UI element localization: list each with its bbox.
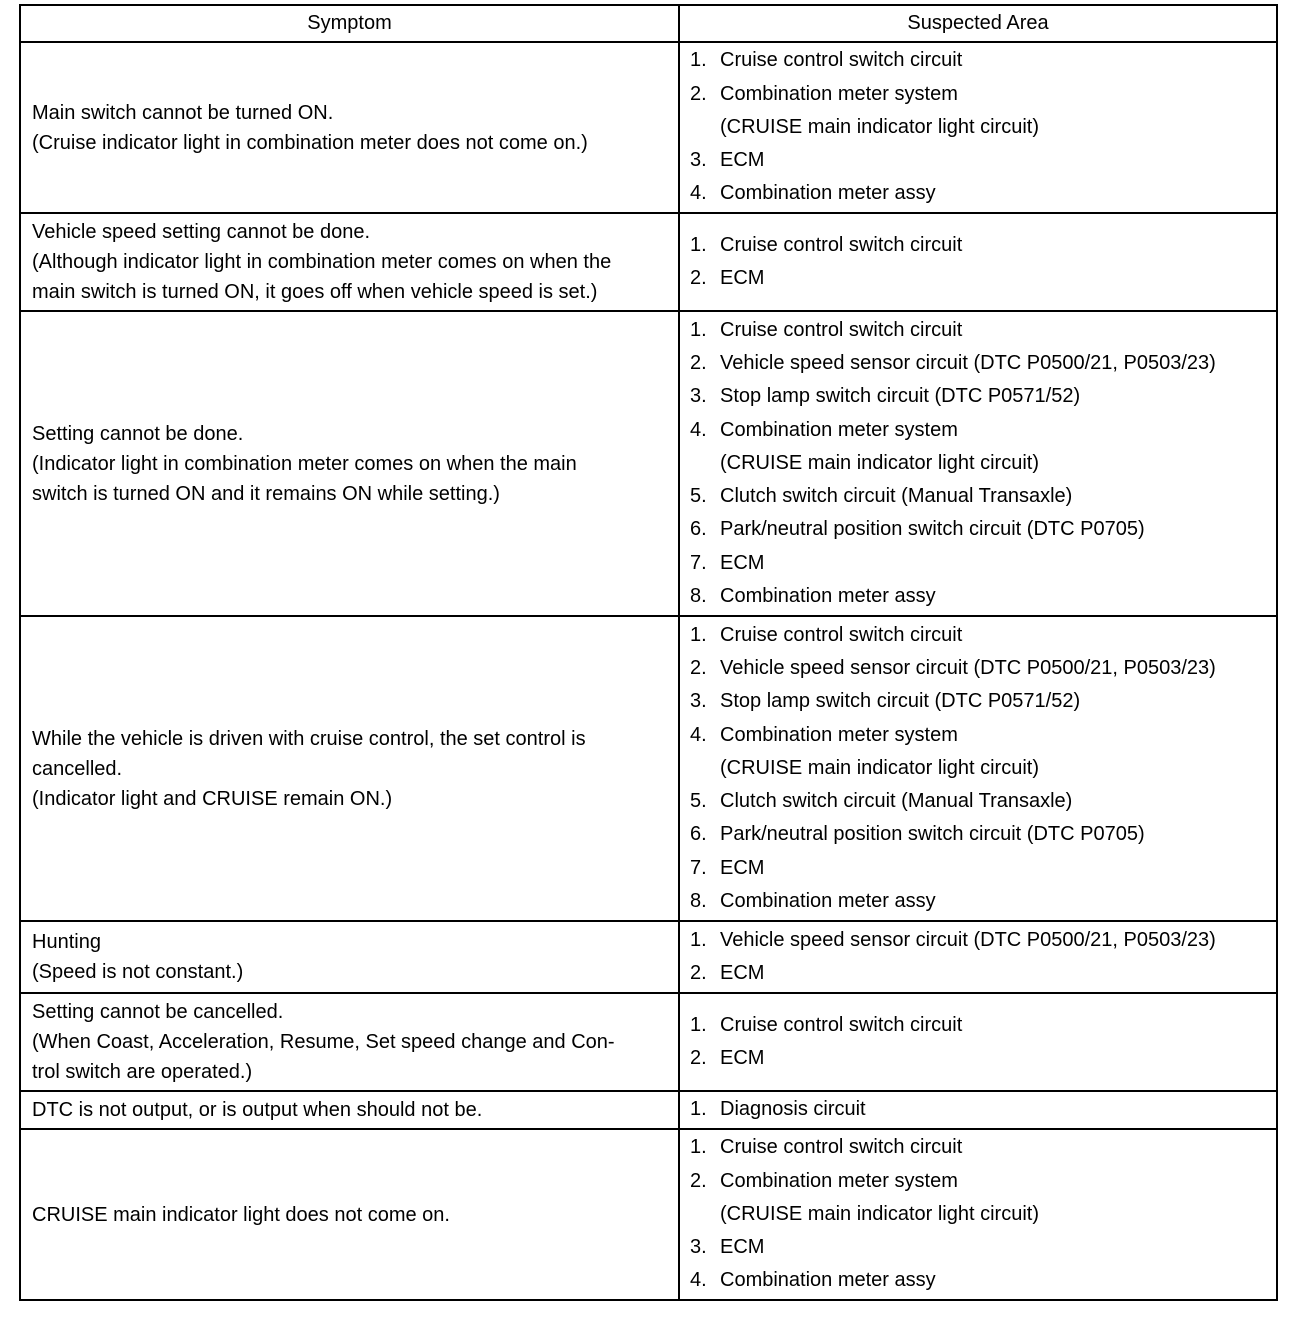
- symptom-cell: [20, 1129, 679, 1300]
- symptom-line: CRUISE main indicator light does not come on.: [32, 1203, 450, 1226]
- symptom-line: (Indicator light and CRUISE remain ON.): [32, 787, 393, 810]
- list-item: [690, 1198, 1276, 1231]
- item-text: Combination meter assy: [720, 585, 936, 608]
- item-number: 4.: [690, 1269, 707, 1292]
- item-text: ECM: [720, 962, 765, 984]
- table-row: [20, 1091, 1277, 1129]
- suspected-area-cell: [679, 311, 1277, 616]
- item-text: Clutch switch circuit (Manual Transaxle): [720, 790, 1073, 813]
- symptom-cell: [20, 1091, 679, 1129]
- item-number: 3.: [690, 1236, 707, 1259]
- item-number: 2.: [690, 962, 707, 984]
- item-number: 4.: [690, 418, 707, 441]
- list-item: [690, 1231, 1276, 1264]
- item-text: ECM: [720, 267, 765, 289]
- item-number: 2.: [690, 1169, 707, 1192]
- symptom-cell: [20, 213, 679, 311]
- item-number: 1.: [690, 318, 707, 341]
- symptom-line: Setting cannot be done.: [32, 422, 244, 445]
- list-item: [690, 347, 1276, 380]
- table-row: [20, 921, 1277, 993]
- list-item: [690, 957, 1276, 990]
- item-number: 1.: [690, 233, 707, 256]
- suspected-area-list: [690, 314, 1276, 614]
- suspected-area-cell: [679, 1129, 1277, 1300]
- suspected-area-cell: [679, 993, 1277, 1091]
- list-item: [690, 1009, 1276, 1042]
- item-number: 2.: [690, 1047, 707, 1069]
- item-text: Cruise control switch circuit: [720, 623, 963, 646]
- list-item: [690, 480, 1276, 513]
- item-number: [690, 1198, 720, 1231]
- item-number: [690, 752, 720, 785]
- symptom-cell: [20, 921, 679, 993]
- item-text: Diagnosis circuit: [720, 1098, 866, 1121]
- symptom-line: (Although indicator light in combination meter comes on when the: [32, 251, 612, 273]
- item-text: Combination meter system: [720, 418, 958, 441]
- item-number: 8.: [690, 585, 707, 608]
- symptom-line: trol switch are operated.): [32, 1061, 253, 1083]
- list-item: [690, 652, 1276, 685]
- symptom-line: Main switch cannot be turned ON.: [32, 101, 334, 124]
- symptom-line: cancelled.: [32, 757, 123, 780]
- item-number: 6.: [690, 823, 707, 846]
- item-text: Combination meter system: [720, 82, 958, 105]
- item-text: Combination meter system: [720, 723, 958, 746]
- list-item: [690, 785, 1276, 818]
- item-number: 2.: [690, 656, 707, 679]
- symptom-cell: [20, 42, 679, 213]
- item-number: [690, 447, 720, 480]
- item-text: Vehicle speed sensor circuit (DTC P0500/21, P0503/23): [720, 351, 1216, 374]
- symptom-line: Setting cannot be cancelled.: [32, 1001, 284, 1023]
- suspected-area-list: [690, 924, 1276, 991]
- suspected-area-list: [690, 1131, 1276, 1297]
- item-text: Park/neutral position switch circuit (DTC P0705): [720, 518, 1145, 541]
- item-number: 1.: [690, 49, 707, 72]
- list-item: [690, 380, 1276, 413]
- item-text: ECM: [720, 856, 765, 879]
- list-item: [690, 885, 1276, 918]
- item-text: (CRUISE main indicator light circuit): [720, 451, 1039, 474]
- item-text: Cruise control switch circuit: [720, 1013, 963, 1036]
- list-item: [690, 314, 1276, 347]
- list-item: [690, 752, 1276, 785]
- table-row: [20, 993, 1277, 1091]
- suspected-area-list: [690, 229, 1276, 296]
- item-number: 3.: [690, 385, 707, 408]
- item-text: Vehicle speed sensor circuit (DTC P0500/21, P0503/23): [720, 928, 1216, 951]
- item-number: 5.: [690, 485, 707, 508]
- symptom-line: Vehicle speed setting cannot be done.: [32, 221, 371, 243]
- table-row: [20, 213, 1277, 311]
- item-number: 1.: [690, 928, 707, 951]
- suspected-area-cell: [679, 1091, 1277, 1129]
- table-row: [20, 42, 1277, 213]
- list-item: [690, 685, 1276, 718]
- suspected-area-list: [690, 1009, 1276, 1076]
- symptom-cell: [20, 616, 679, 921]
- list-item: [690, 513, 1276, 546]
- list-item: [690, 78, 1276, 111]
- list-item: [690, 818, 1276, 851]
- item-number: 7.: [690, 551, 707, 574]
- table-row: [20, 616, 1277, 921]
- list-item: [690, 229, 1276, 262]
- symptom-line: (Cruise indicator light in combination meter does not come on.): [32, 131, 588, 154]
- item-text: Vehicle speed sensor circuit (DTC P0500/21, P0503/23): [720, 656, 1216, 679]
- symptom-line: (Indicator light in combination meter comes on when the main: [32, 452, 577, 475]
- item-number: 3.: [690, 690, 707, 713]
- symptom-header: Symptom: [20, 5, 679, 42]
- header-row: [20, 5, 1277, 42]
- list-item: [690, 580, 1276, 613]
- item-text: Cruise control switch circuit: [720, 49, 963, 72]
- suspected-area-cell: [679, 213, 1277, 311]
- list-item: [690, 619, 1276, 652]
- symptom-line: Hunting: [32, 931, 101, 953]
- item-text: Park/neutral position switch circuit (DTC P0705): [720, 823, 1145, 846]
- symptom-cell: [20, 993, 679, 1091]
- item-text: Stop lamp switch circuit (DTC P0571/52): [720, 385, 1081, 408]
- table-row: [20, 311, 1277, 616]
- symptom-line: (When Coast, Acceleration, Resume, Set speed change and Con-: [32, 1031, 615, 1053]
- list-item: [690, 414, 1276, 447]
- item-text: Combination meter assy: [720, 1269, 936, 1292]
- suspected-area-cell: [679, 616, 1277, 921]
- item-number: 2.: [690, 351, 707, 374]
- suspected-area-list: [690, 44, 1276, 210]
- item-text: Combination meter system: [720, 1169, 958, 1192]
- item-number: 4.: [690, 182, 707, 205]
- list-item: [690, 1165, 1276, 1198]
- item-number: 6.: [690, 518, 707, 541]
- list-item: [690, 1042, 1276, 1075]
- item-number: 1.: [690, 1013, 707, 1036]
- item-number: 1.: [690, 1098, 707, 1121]
- item-number: 4.: [690, 723, 707, 746]
- item-text: Combination meter assy: [720, 182, 936, 205]
- list-item: [690, 852, 1276, 885]
- list-item: [690, 1131, 1276, 1164]
- item-text: (CRUISE main indicator light circuit): [720, 115, 1039, 138]
- item-number: 5.: [690, 790, 707, 813]
- item-number: 7.: [690, 856, 707, 879]
- item-text: ECM: [720, 149, 765, 172]
- list-item: [690, 924, 1276, 957]
- table-row: [20, 1129, 1277, 1300]
- item-text: Cruise control switch circuit: [720, 318, 963, 341]
- item-text: ECM: [720, 1236, 765, 1259]
- symptom-line: While the vehicle is driven with cruise control, the set control is: [32, 727, 586, 750]
- item-number: [690, 111, 720, 144]
- suspected-area-list: [690, 619, 1276, 919]
- item-text: ECM: [720, 1047, 765, 1069]
- item-text: Cruise control switch circuit: [720, 233, 963, 256]
- suspected-area-cell: [679, 42, 1277, 213]
- item-number: 1.: [690, 1136, 707, 1159]
- list-item: [690, 111, 1276, 144]
- symptom-line: DTC is not output, or is output when should not be.: [32, 1099, 483, 1121]
- item-number: 8.: [690, 890, 707, 913]
- item-text: Combination meter assy: [720, 890, 936, 913]
- list-item: [690, 719, 1276, 752]
- item-text: Cruise control switch circuit: [720, 1136, 963, 1159]
- item-text: (CRUISE main indicator light circuit): [720, 1202, 1039, 1225]
- list-item: [690, 262, 1276, 295]
- list-item: [690, 177, 1276, 210]
- item-text: Clutch switch circuit (Manual Transaxle): [720, 485, 1073, 508]
- list-item: [690, 547, 1276, 580]
- list-item: [690, 1264, 1276, 1297]
- symptom-line: main switch is turned ON, it goes off when vehicle speed is set.): [32, 281, 598, 303]
- symptom-line: (Speed is not constant.): [32, 961, 244, 983]
- list-item: [690, 1093, 1276, 1126]
- item-number: 2.: [690, 267, 707, 289]
- item-text: (CRUISE main indicator light circuit): [720, 756, 1039, 779]
- item-text: Stop lamp switch circuit (DTC P0571/52): [720, 690, 1081, 713]
- suspected-area-cell: [679, 921, 1277, 993]
- item-text: ECM: [720, 551, 765, 574]
- symptom-cell: [20, 311, 679, 616]
- suspected-area-header: Suspected Area: [679, 5, 1277, 42]
- item-number: 1.: [690, 623, 707, 646]
- item-number: 2.: [690, 82, 707, 105]
- table-body: [20, 42, 1277, 1300]
- symptom-line: switch is turned ON and it remains ON while setting.): [32, 482, 500, 505]
- list-item: [690, 447, 1276, 480]
- list-item: [690, 44, 1276, 77]
- item-number: 3.: [690, 149, 707, 172]
- suspected-area-list: [690, 1093, 1276, 1126]
- list-item: [690, 144, 1276, 177]
- troubleshooting-table: [19, 4, 1278, 1301]
